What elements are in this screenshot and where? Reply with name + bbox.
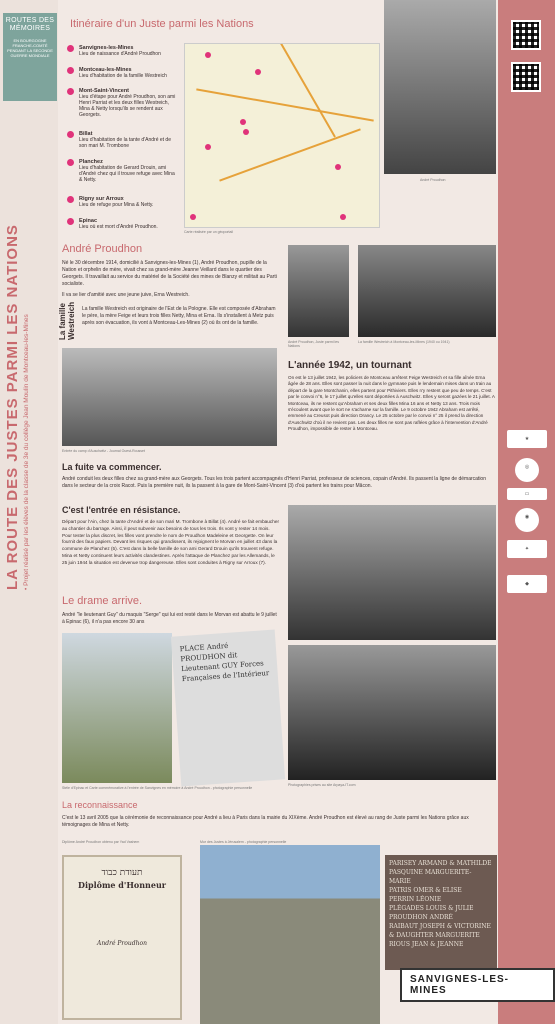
diplome-caption: Diplôme André Proudhon obtenu par Yad Vashem xyxy=(62,840,140,844)
mur-caption: Mur des Justes à Jérusalem - photographie personnelle xyxy=(200,840,287,844)
badge-subtitle: EN BOURGOGNE FRANCHE-COMTÉ PENDANT LA SECONDE GUERRE MONDIALE xyxy=(7,38,53,58)
resistance-title: C'est l'entrée en résistance. xyxy=(62,505,181,515)
map-road xyxy=(196,88,374,121)
map-pin xyxy=(190,214,196,220)
itinerary-item xyxy=(67,131,179,149)
andre-photo-caption: André Proudhon, Juste parmi les Nations xyxy=(288,340,339,348)
stele-photo xyxy=(62,633,172,783)
mur-des-justes-photo xyxy=(200,845,380,1024)
plaque-name: RAIBAUT JOSEPH & VICTORINE xyxy=(389,923,491,930)
qr-code[interactable] xyxy=(511,20,541,50)
itinerary-map xyxy=(184,43,380,228)
portrait-photo xyxy=(384,0,496,174)
itinerary-item xyxy=(67,67,179,79)
itinerary-item-name: Planchez xyxy=(79,159,103,165)
andre-title: André Proudhon xyxy=(62,243,143,255)
diplome-hebrew: תעודת כבוד xyxy=(101,868,143,878)
itinerary-item-desc: Lieu d'étape pour André Proudhon, son ami Henri Parriat et les deux filles Westreich, Mina & Netty lorsqu'ils se rendent aux Georgets. xyxy=(79,94,176,118)
location-pin-icon xyxy=(67,159,74,166)
couple-photo xyxy=(288,645,496,780)
map-road xyxy=(274,43,336,137)
group-photo xyxy=(288,505,496,640)
map-pin xyxy=(335,164,341,170)
plaque-name: & DAUGHTER MARGUERITE xyxy=(389,932,480,939)
itinerary-item-desc: Lieu où est mort d'André Proudhon. xyxy=(79,224,158,230)
plaque-name: PLÉGADES LOUIS & JULIE xyxy=(389,905,474,912)
partner-logo: ▭ xyxy=(507,488,547,500)
partner-logo: ◉ xyxy=(515,508,539,532)
map-pin xyxy=(340,214,346,220)
itinerary-item xyxy=(67,45,179,57)
camp-caption: Entrée du camp d'Auschwitz - Journal Ouest-Rousset xyxy=(62,449,145,453)
drame-text: André "le lieutenant Guy" du maquis "Serge" qui lui est resté dans le Morvan est abattu le 9 juillet à Epinac (6), il n'a pas encore 30 ans xyxy=(62,612,277,625)
plaque-name: PASQUINE MARGUERITE-MARIE xyxy=(389,869,472,885)
fuite-text: André conduit les deux filles chez sa grand-mère aux Georgets. Tous les trois partent accompagnés d'Henri Parriat, professeur de sciences, copain d'André. Ils passent la ligne de démarcation dans le secteur de la croix Racot. Puis la première nuit, ils la passent à la gare de Mont-Saint-Vincent (3) d'où partent les trains pour Mâcon. xyxy=(62,476,486,489)
andre-photo xyxy=(288,245,349,337)
map-caption: Carte réalisée par un géoportail xyxy=(184,230,234,234)
andre-text: Né le 30 décembre 1914, domicilié à Sanvignes-les-Mines (1), André Proudhon, pupille de la Nation et orphelin de mère, vivait chez sa grand-mère Jeanne Veillard dans le quartier des Georgets. Il travaillait au service du matériel de la Société des mines de Blanzy et militait au Parti socialiste. xyxy=(62,260,277,287)
diplome-title: Diplôme d'Honneur xyxy=(78,880,166,890)
family-photo xyxy=(358,245,496,337)
itinerary-item xyxy=(67,88,179,118)
year1942-title: L'année 1942, un tournant xyxy=(288,360,412,371)
qr-code[interactable] xyxy=(511,62,541,92)
names-plaque xyxy=(385,855,497,970)
itinerary-item-name: Montceau-les-Mines xyxy=(79,67,132,73)
reconnaissance-title: La reconnaissance xyxy=(62,800,138,810)
map-pin xyxy=(205,52,211,58)
vertical-title-block xyxy=(4,224,30,590)
vertical-title: LA ROUTE DES JUSTES PARMI LES NATIONS xyxy=(4,224,21,590)
itinerary-item-name: Sanvignes-les-Mines xyxy=(79,45,134,51)
diplome-name: André Proudhon xyxy=(97,940,147,947)
itinerary-item xyxy=(67,196,179,208)
itinerary-item-desc: Lieu de refuge pour Mina & Netty. xyxy=(79,202,154,208)
partner-logo: ✦ xyxy=(507,540,547,558)
map-road xyxy=(219,128,361,181)
itinerary-title: Itinéraire d'un Juste parmi les Nations xyxy=(70,18,254,30)
drame-title: Le drame arrive. xyxy=(62,595,143,607)
camp-photo xyxy=(62,348,277,446)
plaque-text: PLACE André PROUDHON dit Lieutenant GUY Forces Françaises de l'Intérieur xyxy=(179,641,270,684)
routes-memoires-badge xyxy=(3,13,57,101)
itinerary-item-name: Billat xyxy=(79,131,93,137)
location-pin-icon xyxy=(67,131,74,138)
itinerary-item-desc: Lieu de naissance d'André Proudhon xyxy=(79,51,161,57)
location-pin-icon xyxy=(67,45,74,52)
right-band xyxy=(498,0,555,1024)
map-pin xyxy=(240,119,246,125)
itinerary-item-name: Epinac xyxy=(79,218,98,224)
sanvignes-tag: SANVIGNES-LES-MINES xyxy=(400,968,555,1002)
badge-title: ROUTES DES MÉMOIRES xyxy=(5,17,55,32)
location-pin-icon xyxy=(67,67,74,74)
location-pin-icon xyxy=(67,196,74,203)
plaque-name: RIOUS JEAN & JEANNE xyxy=(389,941,464,948)
drame-caption: Stèle d'Epinac et Carte commémorative à l'entrée de Sanvignes en mémoire à André Proudhon - photographie personnelle xyxy=(62,786,253,790)
vertical-subtitle: • Projet réalisé par les élèves de la classe de 3e du collège Jean Moulin de Montceau-les-Mines xyxy=(23,314,30,590)
partner-logo: ◆ xyxy=(507,575,547,593)
plaque-name: PARISEY ARMAND & MATHILDE xyxy=(389,860,492,867)
resistance-text: Départ pour l'Ain, chez la tante d'André et de son mari M. Trombone à Billat (4). André se fait embaucher au chantier du barrage. Ainsi, il peut subvenir aux besoins de tous les trois. Ils vont y rester 14 mois. Pour tester la plus discret, les filles vont prendre le nom de Proudhon Madeleine et Georgette. On leur fournit des faux papiers. Devant les risques qui grandissent, ils rejoignent le Morvan en juillet 43 dans la commune de Planchez (5). C'est dans la belle famille de son ami Gerard Drouin qu'ils trouvent refuge. Mina et Netty continuent leurs activités clandestines. Après l'attaque de Planchez par les Allemands, le 25 juin 1944 la situation est devenue trop dangereuse. Elles sont conduites à Rigny sur Arroux (7). xyxy=(62,519,280,565)
commemorative-plaque xyxy=(171,630,285,787)
itinerary-item-name: Mont-Saint-Vincent xyxy=(79,88,130,94)
reconnaissance-text: C'est le 13 avril 2005 que la cérémonie de reconnaissance pour André a lieu à Paris dans la mairie du XIXème. André Proudhon est élevé au rang de Juste parmi les Nations grâce aux témoignages de Mina et Netty. xyxy=(62,815,469,828)
partner-logo: ◎ xyxy=(515,458,539,482)
itinerary-item xyxy=(67,159,179,183)
location-pin-icon xyxy=(67,218,74,225)
itinerary-item xyxy=(67,218,179,230)
andre-text-2: Il va se lier d'amitié avec une jeune juive, Erna Westreich. xyxy=(62,292,190,298)
fuite-title: La fuite va commencer. xyxy=(62,462,162,472)
year1942-text: On est le 13 juillet 1942, les policiers de Montceau arrêtent Feige Westreich et sa fille aînée Erna âgée de 28 ans. Elles sont passer la nuit dans le gymnase puis le lendemain mises dans un train au départ de la gare Montchanin, elles partent pour Pithiviers. Elles n'y restent que peu de temps. C'est par le convoi n°6, le 17 juillet qu'elles sont déportées à Auschwitz. Elles y seront gazées le 21 juillet. A Montceau, ils ne restent qu'Abraham et ses deux filles Mina 16 ans et Netty 13 ans. Trois mois s'écoulent avant que le sort ne s'acharne sur la famille. Le 9 octobre 1942 Abraham est arrêté, emmené au Creusot puis direction Drancy. Le 25 octobre par le convoi n° 25 il prend la direction d'Auschwitz d'où il ne revient pas. Les deux filles ne sont pas raflées grâce à l'intervention d'André Proudhon, impossible de rester à Montceau. xyxy=(288,375,495,432)
map-pin xyxy=(243,129,249,135)
left-sidebar xyxy=(0,0,58,1024)
family-label: La famille Westreich xyxy=(58,301,76,340)
itinerary-item-desc: Lieu d'habitation de la famille Westreich xyxy=(79,73,167,79)
itinerary-item-name: Rigny sur Arroux xyxy=(79,196,124,202)
photos-caption: Photographies prises au site Arpaya-IT.com xyxy=(288,783,356,787)
family-photo-caption: La famille Westreich à Montceau-les-Mines (1940 ou 1941) xyxy=(358,340,450,344)
family-text: La famille Westreich est originaire de l'Est de la Pologne. Elle est composée d'Abraham le père, la mère Feige et leurs trois filles Netty, Mina et Erna. Ils s'installent à Metz puis après son évacuation, ils vont à Montceau-Les-Mines (2) où ils ont de la famille. xyxy=(82,306,276,326)
diplome xyxy=(62,855,182,1020)
plaque-name: PERRIN LÉONIE xyxy=(389,896,442,903)
partner-logo: ★ xyxy=(507,430,547,448)
map-pin xyxy=(205,144,211,150)
location-pin-icon xyxy=(67,88,74,95)
plaque-name: PROUDHON ANDRÉ xyxy=(389,914,453,921)
itinerary-item-desc: Lieu d'habitation de Gerard Drouin, ami d'André chez qui il trouve refuge avec Mina & Netty. xyxy=(79,165,175,183)
itinerary-item-desc: Lieu d'habitation de la tante d'André et de son mari M. Trombone xyxy=(79,137,171,149)
plaque-name: PATRIS OMER & ELISE xyxy=(389,887,462,894)
map-pin xyxy=(255,69,261,75)
portrait-caption: André Proudhon xyxy=(420,178,446,182)
